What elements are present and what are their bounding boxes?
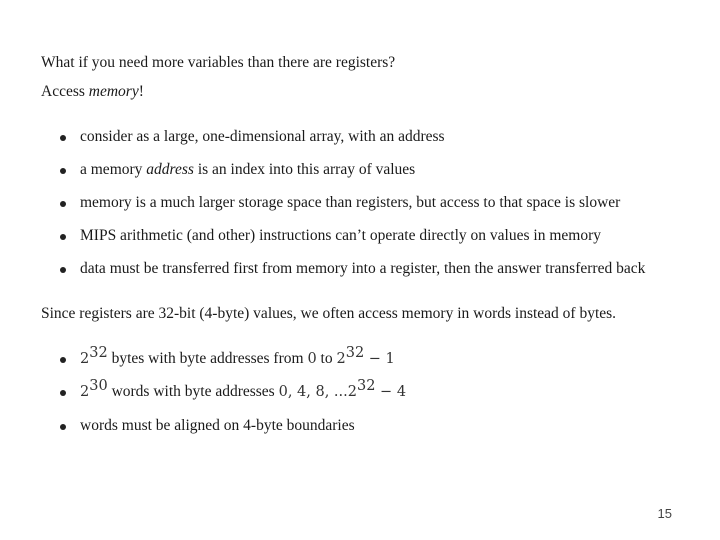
bullet-emphasis: address xyxy=(146,161,194,178)
math-exponent: 32 xyxy=(89,345,108,361)
math-exponent: 32 xyxy=(357,378,376,394)
bullet-text-part: is an index into this array of values xyxy=(193,161,416,178)
access-prefix: Access xyxy=(41,83,89,100)
bullet-icon xyxy=(60,390,66,396)
bullet-icon xyxy=(60,357,66,363)
question-line: What if you need more variables than there are registers? xyxy=(41,54,396,71)
bullet-icon xyxy=(60,234,66,240)
bullet-text xyxy=(80,161,415,179)
math-tail: − 1 xyxy=(364,351,395,367)
bullet-text xyxy=(80,345,395,368)
page-number: 15 xyxy=(657,506,672,521)
bullet-icon xyxy=(60,267,66,273)
math-base: 2 xyxy=(80,351,90,367)
math-base: 2 xyxy=(336,351,346,367)
bullet-text: consider as a large, one-dimensional array, with an address xyxy=(80,128,445,145)
bullet-icon xyxy=(60,135,66,141)
math-base: 2 xyxy=(347,384,357,400)
bullet-icon xyxy=(60,168,66,174)
bullet-text-part: to xyxy=(316,350,337,367)
bullet-text-part: bytes with byte addresses from xyxy=(107,350,308,367)
access-emphasis: memory xyxy=(88,83,139,100)
bullet-text: words must be aligned on 4-byte boundaries xyxy=(80,417,355,434)
math-exponent: 32 xyxy=(345,345,365,361)
since-registers-line: Since registers are 32-bit (4-byte) values, we often access memory in words instead of bytes. xyxy=(41,305,617,322)
access-suffix: ! xyxy=(138,83,144,100)
bullet-text: data must be transferred first from memory into a register, then the answer transferred back xyxy=(80,260,646,277)
math-tail: − 4 xyxy=(375,384,407,400)
bullet-text: MIPS arithmetic (and other) instructions can’t operate directly on values in memory xyxy=(80,227,601,244)
math-base: 2 xyxy=(80,384,90,400)
bullet-icon xyxy=(60,201,66,207)
math-sequence: 0, 4, 8, ... xyxy=(278,384,348,400)
math-value: 0 xyxy=(307,351,317,367)
bullet-text-part: words with byte addresses xyxy=(107,383,279,400)
bullet-icon xyxy=(60,424,66,430)
bullet-text xyxy=(80,378,407,401)
bullet-text-part: a memory xyxy=(80,161,147,178)
math-exponent: 30 xyxy=(89,378,108,394)
bullet-text: memory is a much larger storage space than registers, but access to that space is slower xyxy=(80,194,621,211)
access-memory-line xyxy=(41,83,144,101)
